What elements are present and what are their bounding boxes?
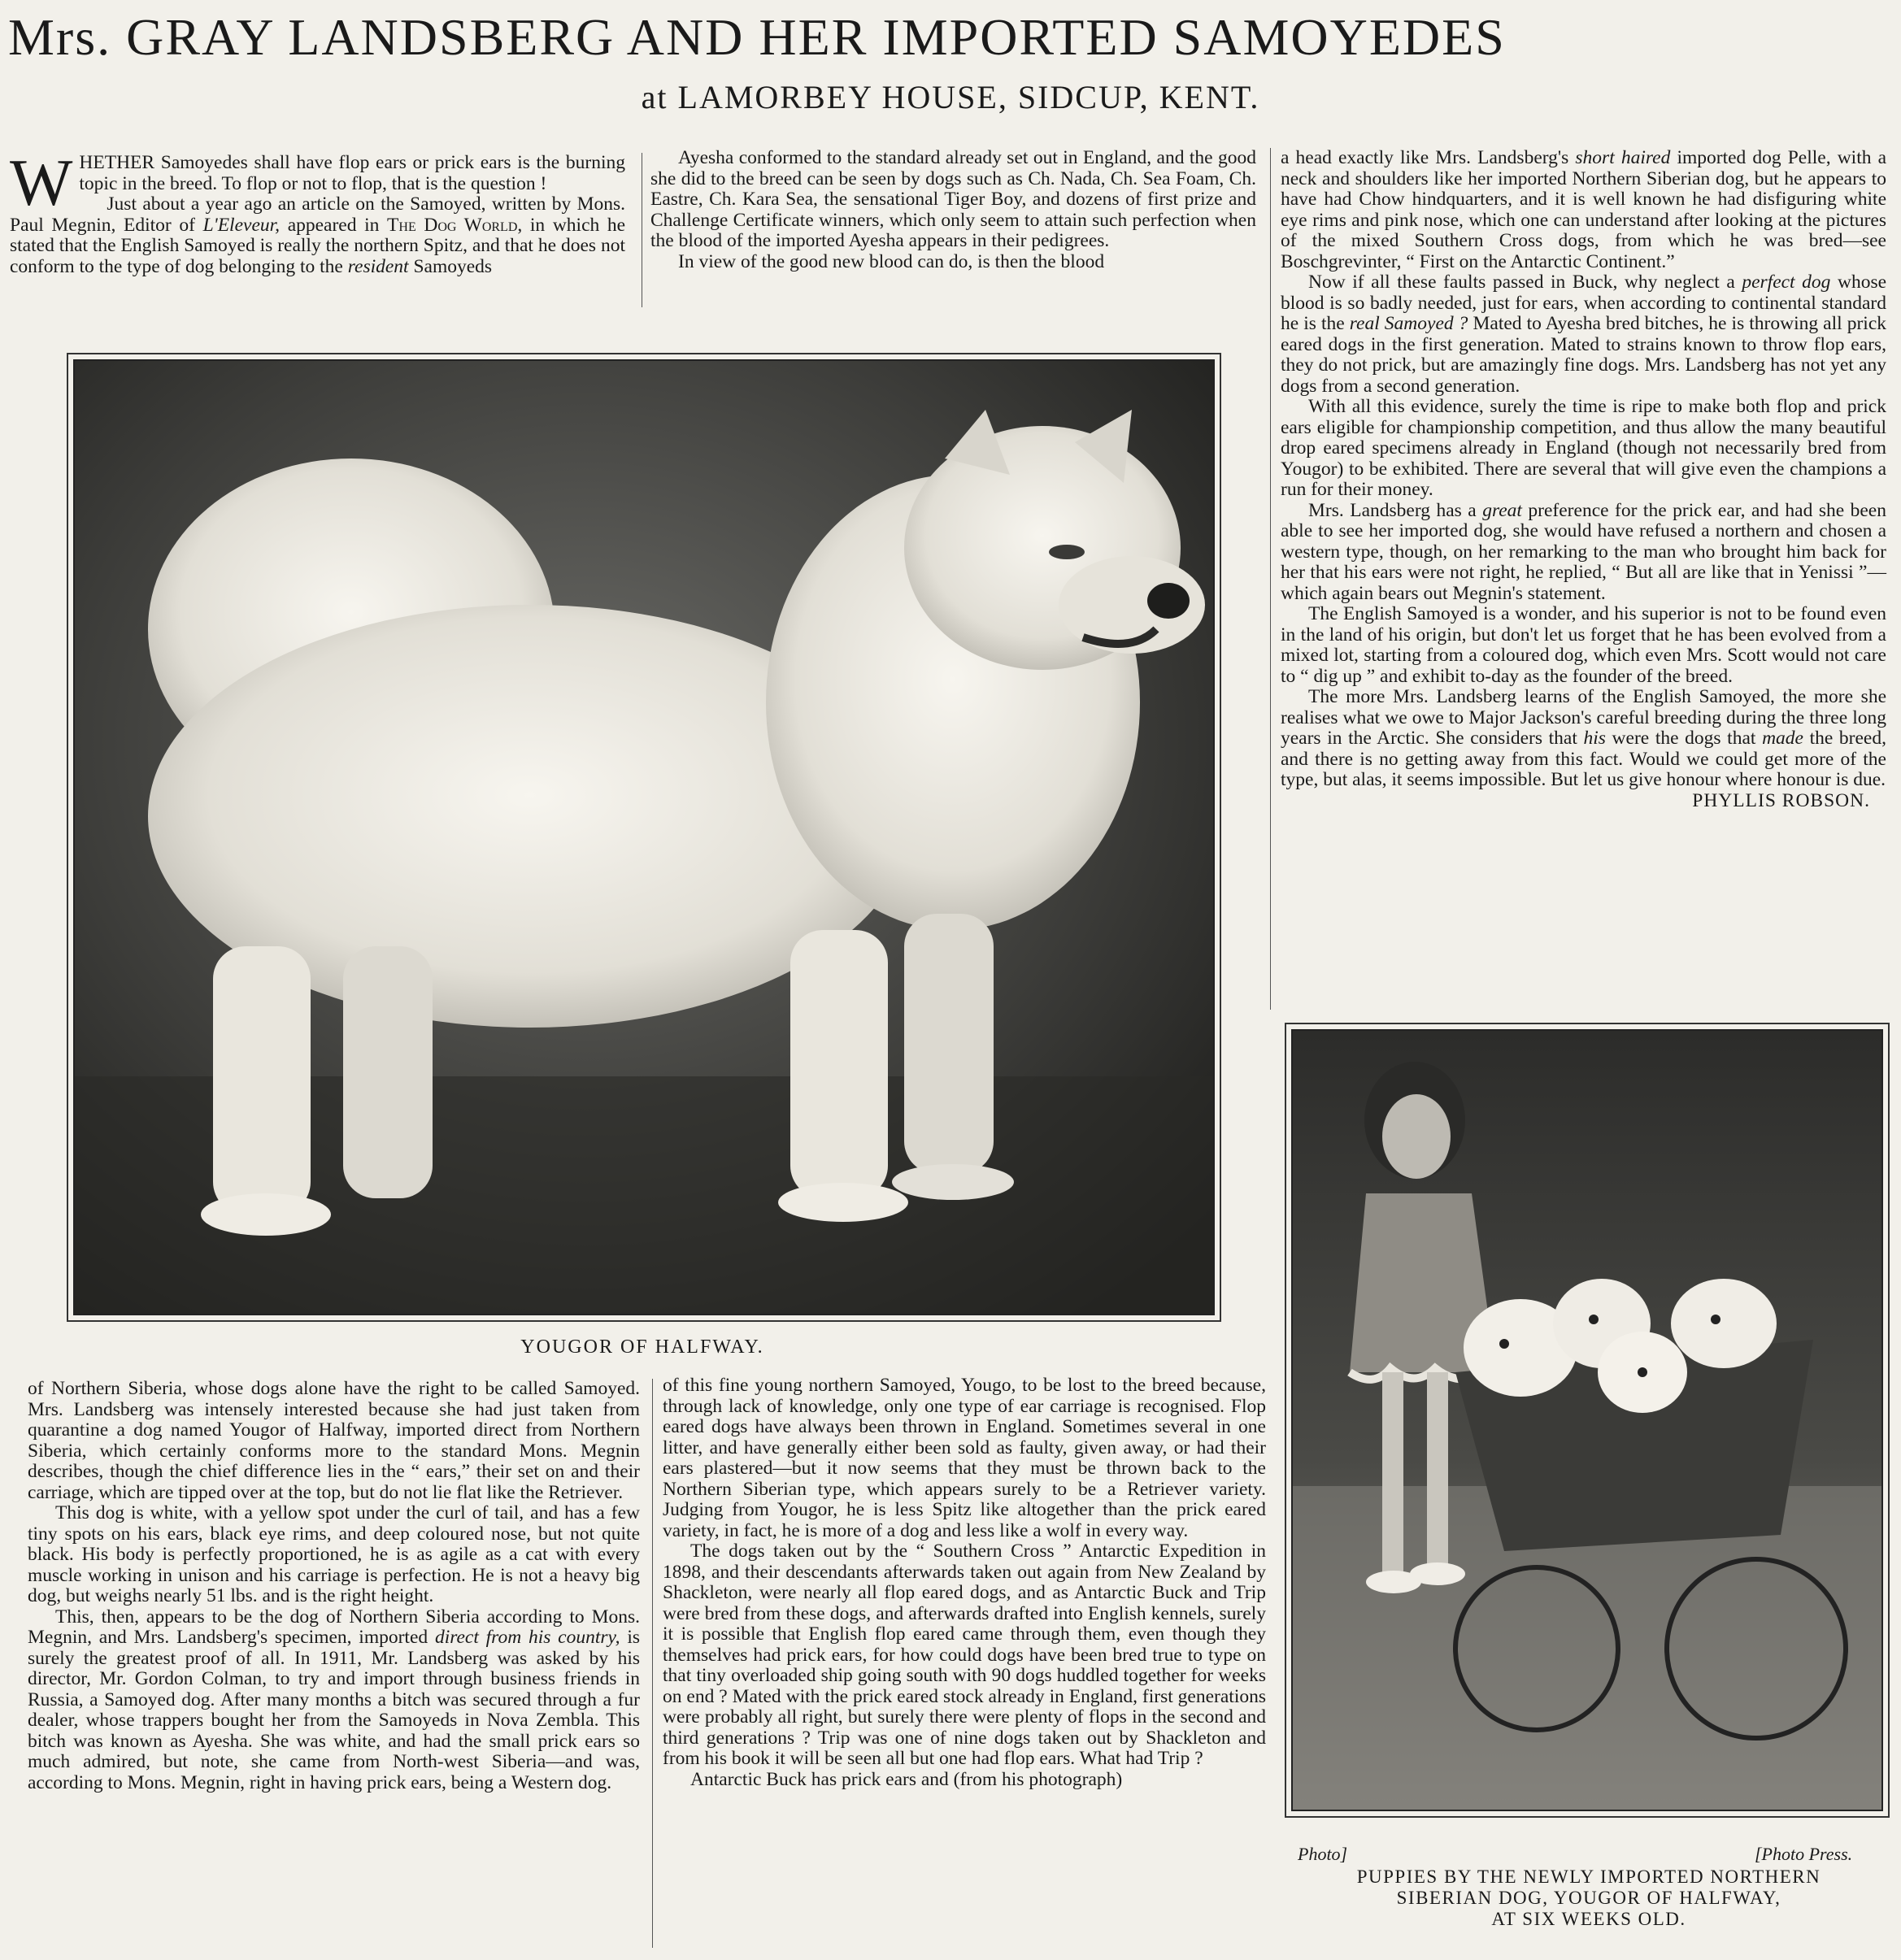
caption-line: PUPPIES BY THE NEWLY IMPORTED NORTHERN <box>1356 1867 1821 1887</box>
text-run: is surely the greatest proof of all. In 1911, Mr. Landsberg was asked by his director, Mr. Gordon Colman, to try and import through business friends in Russia, a Samoyed dog. After many months a bitch was secured through a fur dealer, whose trappers bought her from the Samoyeds in Nova Zembla. This bitch was known as Ayesha. She was white, and had the small prick ears so much admired, but note, she came from North-west Siberia—and was, according to Mons. Megnin, right in having prick ears, being a Western dog. <box>28 1627 640 1793</box>
text-run-italic: made <box>1762 728 1803 749</box>
text-run: Mrs. Landsberg has a <box>1308 499 1477 521</box>
text-run: imported dog Pelle, with a neck and shoulders like her imported Northern Siberian dog, but he appears to have had Chow hindquarters, and it is well known he had disfiguring white eye rims and pink nose, which one can understand after looking at the pictures of the mixed Southern Cross dogs, from which he was bred—see Boschgrevinter, “ First on the Antarctic Continent.” <box>1281 147 1887 272</box>
girl-with-pram-illustration <box>1293 1031 1881 1810</box>
text-run: were the dogs that <box>1612 728 1756 749</box>
column-1-top <box>10 146 626 277</box>
column-divider <box>652 1379 653 1948</box>
column-1-bottom <box>28 1379 640 1793</box>
paragraph <box>28 1607 640 1794</box>
article-subheadline: at LAMORBEY HOUSE, SIDCUP, KENT. <box>641 79 1260 115</box>
paragraph: The dogs taken out by the “ Southern Cross ” Antarctic Expedition in 1898, and their descendants afterwards taken out again from New Zealand by Shackleton, were nearly all flop eared dogs, and as Antarctic Buck and Trip were bred from these dogs, and afterwards drafted into English kennels, surely it is possible that English flop eared came through them, even though they themselves had prick ears, for how could dogs have been bred true to type on that tiny overloaded ship going south with 90 dogs huddled together for weeks on end ? Mated with the prick eared stock already in England, first generations were probably all right, but surely there were plenty of flops in the second and third generations ? Trip was one of nine dogs taken out by Shackleton and from his book it will be seen all but one had flop ears. What had Trip ? <box>663 1541 1266 1769</box>
photo-credit-right: [Photo Press. <box>1755 1844 1853 1864</box>
author-byline: PHYLLIS ROBSON. <box>1692 789 1870 811</box>
text-run: Mated to Ayesha bred bitches, he is throwing all prick eared dogs in the first generation. Mated to strains known to throw flop ears, they do not prick, but are amazingly fine dogs. Mrs. Landsberg has not yet any dogs from a second generation. <box>1281 313 1887 397</box>
text-run: This, then, appears to be the dog of Northern Siberia according to Mons. Megnin, and Mrs. Landsberg's specimen, imported <box>28 1606 640 1648</box>
text-run-italic: short haired <box>1575 147 1671 168</box>
text-run: preference for the prick ear, and had she been able to see her imported dog, she would have refused a northern and chosen a western type, though, on her remarking to the man who brought him back for her that his ears were not right, he replied, “ But all are like that in Yenissi ”—which again bears out Megnin's statement. <box>1281 499 1886 604</box>
text-run: the breed, and there is no getting away from this fact. Would we could get more of the type, but alas, it seems impossible. But let us give honour where honour is due. <box>1281 728 1886 790</box>
column-2-top <box>650 148 1256 272</box>
text-run: Now if all these faults passed in Buck, why neglect a <box>1308 272 1735 293</box>
text-run-italic: great <box>1482 499 1522 521</box>
text-run: Just about a year ago an article on the Samoyed, written by Mons. Paul Megnin, Editor of <box>10 193 625 236</box>
text-run: in which he stated that the English Samoyed is really the northern Spitz, and that he does not conform to the type of dog belonging to the <box>10 214 626 277</box>
paragraph: of Northern Siberia, whose dogs alone have the right to be called Samoyed. Mrs. Landsberg was intensely interested because she had just taken from quarantine a dog named Yougor of Halfway, imported direct from Northern Siberia, which certainly conforms more to the standard Mons. Megnin describes, though the chief difference lies in the “ ears,” their set on and their carriage, which are tipped over at the top, but do not lie flat like the Retriever. <box>28 1378 640 1503</box>
text-run: a head exactly like Mrs. Landsberg's <box>1281 147 1569 168</box>
article-headline: Mrs. GRAY LANDSBERG AND HER IMPORTED SAMOYEDES <box>8 8 1506 66</box>
text-run: whose blood is so badly needed, just for ears, when according to continental standard he is the <box>1281 272 1887 334</box>
paragraph: With all this evidence, surely the time is ripe to make both flop and prick ears eligible for championship competition, and thus allow the many beautiful drop eared specimens already in England (though not necessarily bred from Yougor) to be exhibited. There are several that will give even the champions a run for their money. <box>1281 396 1886 500</box>
samoyed-dog-illustration <box>75 361 1213 1314</box>
paragraph <box>1281 272 1886 397</box>
paragraph <box>1281 148 1886 272</box>
side-photo-girl-puppies <box>1291 1029 1883 1811</box>
main-photo-dog <box>73 359 1215 1315</box>
text-run-italic: his <box>1583 728 1606 749</box>
caption-line: AT SIX WEEKS OLD. <box>1491 1909 1686 1929</box>
caption-line: SIBERIAN DOG, YOUGOR OF HALFWAY, <box>1396 1888 1781 1908</box>
column-divider <box>1270 148 1271 1010</box>
drop-cap: W <box>10 146 73 219</box>
text-run-italic: real Samoyed ? <box>1349 313 1468 334</box>
paragraph <box>1281 687 1886 791</box>
text-run-italic: direct from his country, <box>434 1627 620 1648</box>
intro-text: HETHER Samoyedes shall have flop ears or prick ears is the burning topic in the breed. To flop or not to flop, that is the question ! <box>79 152 625 194</box>
paragraph: This dog is white, with a yellow spot under the curl of tail, and has a few tiny spots on his ears, black eye rims, and deep coloured nose, but not quite black. His body is perfectly proportioned, he is as agile as a cat with every muscle working in unison and his carriage is perfection. He is not a heavy big dog, but weighs nearly 51 lbs. and is the right height. <box>28 1502 640 1606</box>
paragraph: of this fine young northern Samoyed, Yougo, to be lost to the breed because, through lack of knowledge, only one type of ear carriage is recognised. Flop eared dogs have always been thrown in England. Sometimes several in one litter, and have generally either been sold as faulty, given away, or had their ears plastered—but it now seems that they must be thrown back to the Northern Siberian type, which appears surely to be a Retriever variety. Judging from Yougor, he is less Spitz like altogether than the prick eared variety, in fact, he is more of a dog and less like a wolf in every way. <box>663 1375 1266 1541</box>
text-run: Samoyeds <box>413 255 493 277</box>
column-2-bottom <box>663 1375 1266 1790</box>
paragraph: The English Samoyed is a wonder, and his superior is not to be found even in the land of his origin, but don't let us forget that he has been evolved from a mixed lot, starting from a coloured dog, which even Mrs. Scott would not care to “ dig up ” and exhibit to-day as the founder of the breed. <box>1281 603 1886 687</box>
paragraph: In view of the good new blood can do, is then the blood <box>678 250 1105 272</box>
text-run: The more Mrs. Landsberg learns of the English Samoyed, the more she realises what we owe to Major Jackson's careful breeding during the three long years in the Arctic. She considers that <box>1281 686 1886 749</box>
paragraph: Antarctic Buck has prick ears and (from his photograph) <box>690 1768 1123 1790</box>
publication-name: The Dog World, <box>387 214 523 236</box>
text-run: appeared in <box>287 214 380 236</box>
photo-credit-left: Photo] <box>1298 1844 1348 1864</box>
text-run-italic: perfect dog <box>1742 272 1831 293</box>
side-photo-caption <box>1286 1867 1891 1930</box>
column-3 <box>1281 148 1886 811</box>
text-run-italic: L'Eleveur, <box>202 214 281 236</box>
text-run-italic: resident <box>347 255 409 277</box>
main-photo-caption: YOUGOR OF HALFWAY. <box>520 1336 764 1358</box>
paragraph <box>1281 501 1886 605</box>
paragraph <box>10 194 625 277</box>
paragraph: Ayesha conformed to the standard already set out in England, and the good she did to the breed can be seen by dogs such as Ch. Nada, Ch. Sea Foam, Ch. Eastre, Ch. Kara Sea, the sensational Tiger Boy, and dozens of first prize and Challenge Certificate winners, which only seem to attain such perfection when the blood of the imported Ayesha appears in their pedigrees. <box>650 147 1256 251</box>
